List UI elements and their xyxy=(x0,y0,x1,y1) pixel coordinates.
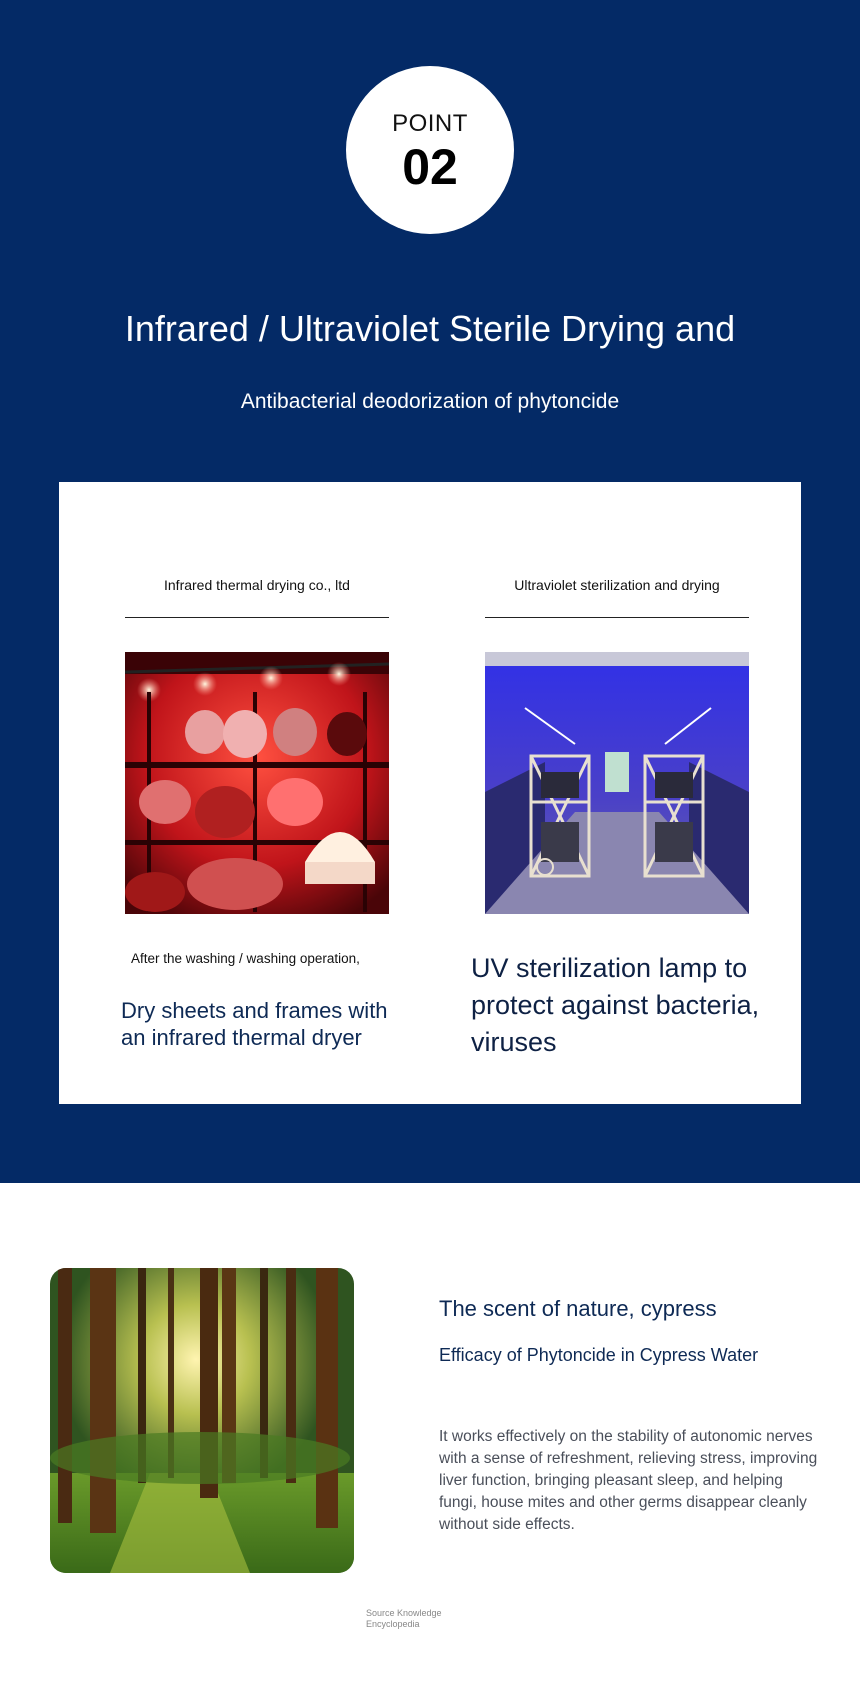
uv-sterilization-photo xyxy=(485,652,749,914)
point-badge xyxy=(346,66,514,234)
uv-title: Ultraviolet sterilization and drying xyxy=(514,577,720,593)
divider xyxy=(125,617,389,618)
divider xyxy=(485,617,749,618)
section-headline: Infrared / Ultraviolet Sterile Drying and xyxy=(124,308,736,349)
point-number: 02 xyxy=(402,139,458,195)
scent-description: It works effectively on the stability of autonomic nerves with a sense of refreshment, relieving stress, improving liver function, bringing pleasant sleep, and helping fungi, house mites and other germs disappear cleanly without side effects. xyxy=(439,1428,818,1533)
infrared-caption-small: After the washing / washing operation, xyxy=(131,951,360,966)
infrared-caption: Dry sheets and frames with an infrared thermal dryer xyxy=(121,998,388,1050)
forest-photo xyxy=(50,1268,354,1573)
source-note: Source Knowledge Encyclopedia xyxy=(366,1608,442,1629)
section-subheadline: Antibacterial deodorization of phytoncide xyxy=(240,390,620,413)
scent-subtitle: Efficacy of Phytoncide in Cypress Water xyxy=(439,1345,759,1365)
scent-title: The scent of nature, cypress xyxy=(439,1296,717,1321)
infrared-drying-photo xyxy=(125,652,389,914)
comparison-card xyxy=(59,482,801,1104)
infrared-title: Infrared thermal drying co., ltd xyxy=(164,577,350,593)
point-label: POINT xyxy=(392,110,468,137)
uv-caption: UV sterilization lamp to protect against bacteria, viruses xyxy=(471,953,760,1057)
